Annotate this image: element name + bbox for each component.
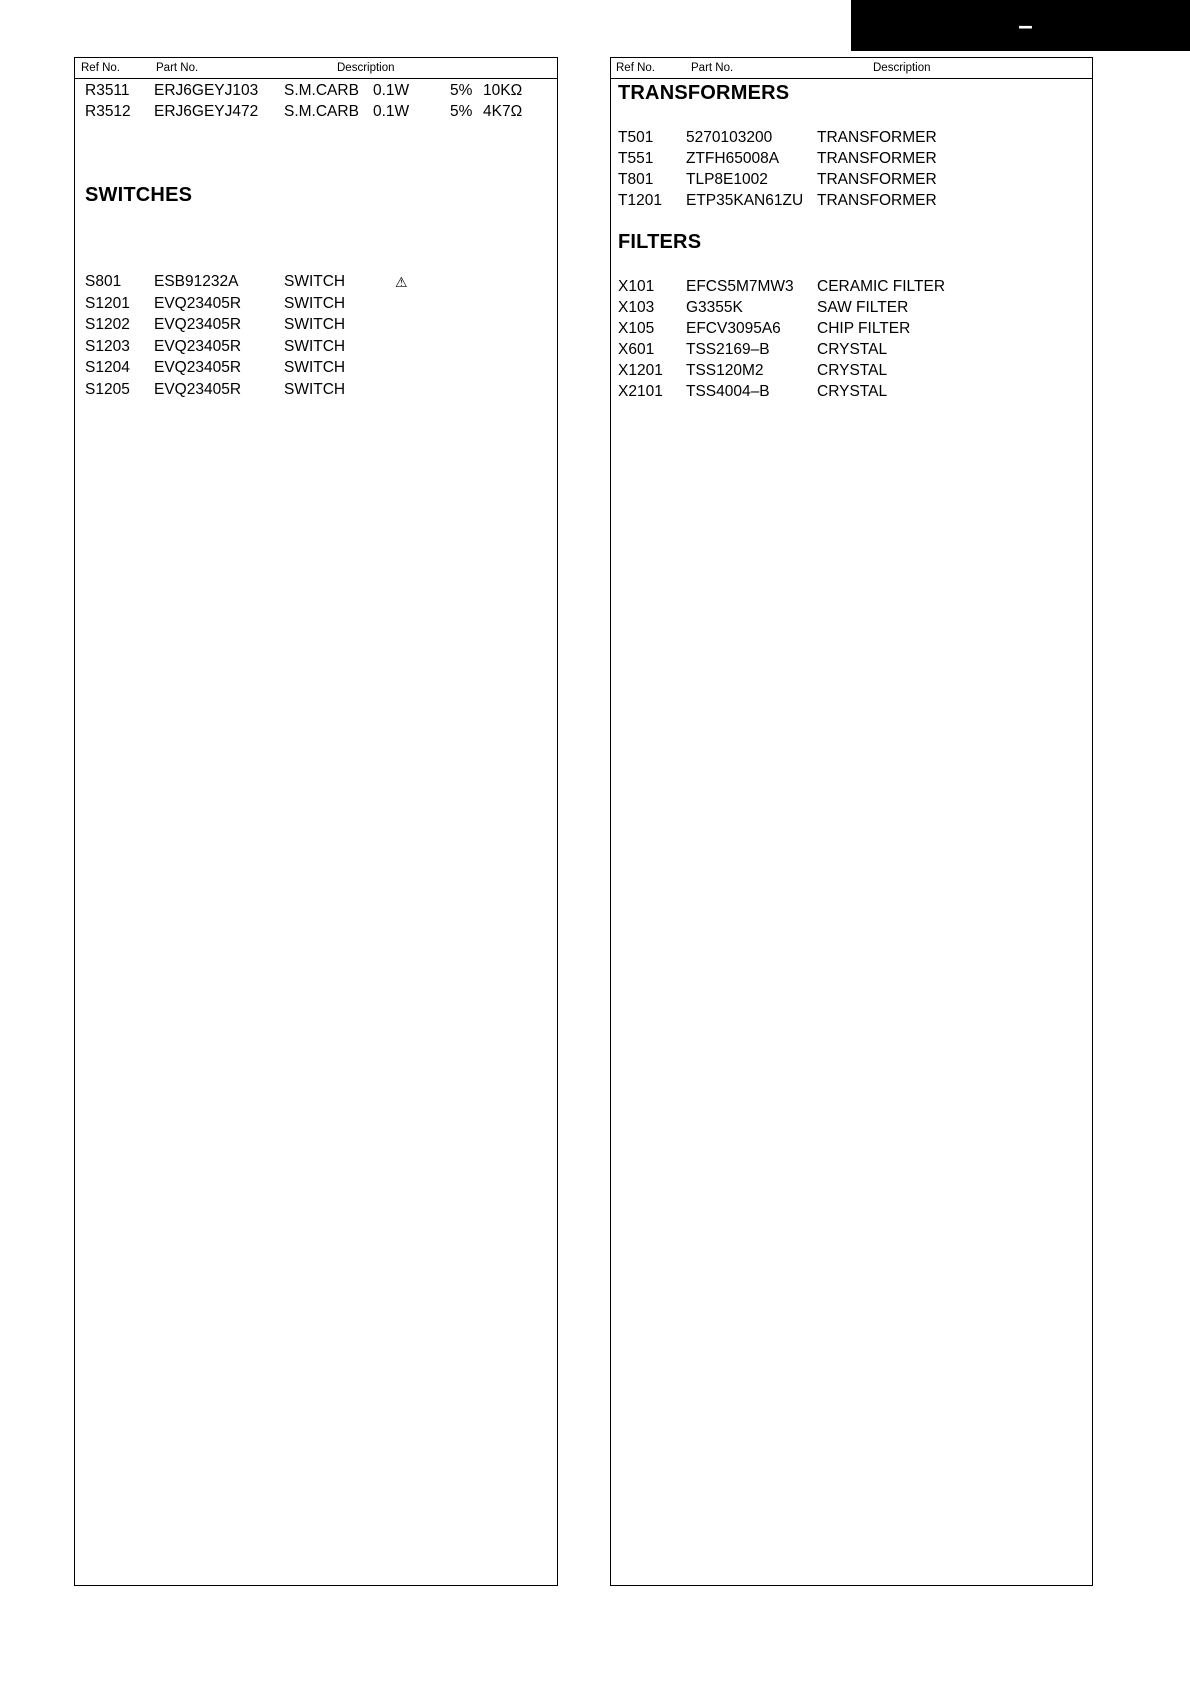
ref-no: T1201 [618,192,662,209]
part-no: 5270103200 [686,129,773,146]
description: CRYSTAL [817,383,888,400]
ref-no: T801 [618,171,654,188]
part-no: TSS4004–B [686,383,770,400]
section-title-transformers: TRANSFORMERS [618,82,790,104]
wattage: 0.1W [373,82,410,99]
ref-no: X103 [618,299,655,316]
part-no: ESB91232A [154,273,239,290]
page-corner-tab-label: – [1018,10,1033,40]
description: TRANSFORMER [817,150,937,167]
ref-no: T551 [618,150,654,167]
ref-no: T501 [618,129,654,146]
description: SWITCH [284,359,346,376]
part-no: TSS120M2 [686,362,764,379]
section-title-switches: SWITCHES [85,184,193,206]
description: SWITCH [284,338,346,355]
header-description: Description [337,62,395,74]
description: TRANSFORMER [817,192,937,209]
part-no: ERJ6GEYJ472 [154,103,259,120]
resistance-value: 10KΩ [483,82,523,99]
part-no: G3355K [686,299,743,316]
parts-list-left-panel [74,57,558,1586]
part-no: EVQ23405R [154,381,242,398]
ref-no: S1201 [85,295,130,312]
part-no: EFCV3095A6 [686,320,781,337]
tolerance: 5% [450,103,473,120]
description: TRANSFORMER [817,171,937,188]
description: CRYSTAL [817,341,888,358]
section-title-filters: FILTERS [618,231,702,253]
ref-no: X1201 [618,362,663,379]
description: SWITCH [284,381,346,398]
description: SAW FILTER [817,299,909,316]
part-no: EVQ23405R [154,295,242,312]
header-description: Description [873,62,931,74]
table-header [75,58,557,79]
header-part-no: Part No. [691,62,734,74]
part-no: ZTFH65008A [686,150,780,167]
part-no: EVQ23405R [154,338,242,355]
description: S.M.CARB [284,82,359,99]
header-ref-no: Ref No. [81,62,120,74]
description: TRANSFORMER [817,129,937,146]
table-header [611,58,1092,79]
tolerance: 5% [450,82,473,99]
part-no: EVQ23405R [154,316,242,333]
description: SWITCH [284,273,346,290]
page-corner-tab [851,0,1190,51]
description: CERAMIC FILTER [817,278,946,295]
ref-no: X101 [618,278,655,295]
ref-no: X2101 [618,383,663,400]
ref-no: R3511 [85,82,130,99]
description: S.M.CARB [284,103,359,120]
ref-no: S801 [85,273,122,290]
part-no: ETP35KAN61ZU [686,192,804,209]
ref-no: X105 [618,320,655,337]
safety-warning-icon: ⚠ [395,274,408,290]
part-no: ERJ6GEYJ103 [154,82,259,99]
header-ref-no: Ref No. [616,62,655,74]
resistance-value: 4K7Ω [483,103,523,120]
description: CRYSTAL [817,362,888,379]
ref-no: X601 [618,341,655,358]
part-no: TLP8E1002 [686,171,768,188]
description: SWITCH [284,316,346,333]
ref-no: S1204 [85,359,130,376]
ref-no: R3512 [85,103,131,120]
wattage: 0.1W [373,103,410,120]
part-no: TSS2169–B [686,341,770,358]
description: CHIP FILTER [817,320,911,337]
ref-no: S1203 [85,338,130,355]
parts-list-right-panel [610,57,1093,1586]
part-no: EVQ23405R [154,359,242,376]
description: SWITCH [284,295,346,312]
header-part-no: Part No. [156,62,199,74]
part-no: EFCS5M7MW3 [686,278,794,295]
ref-no: S1205 [85,381,130,398]
ref-no: S1202 [85,316,130,333]
